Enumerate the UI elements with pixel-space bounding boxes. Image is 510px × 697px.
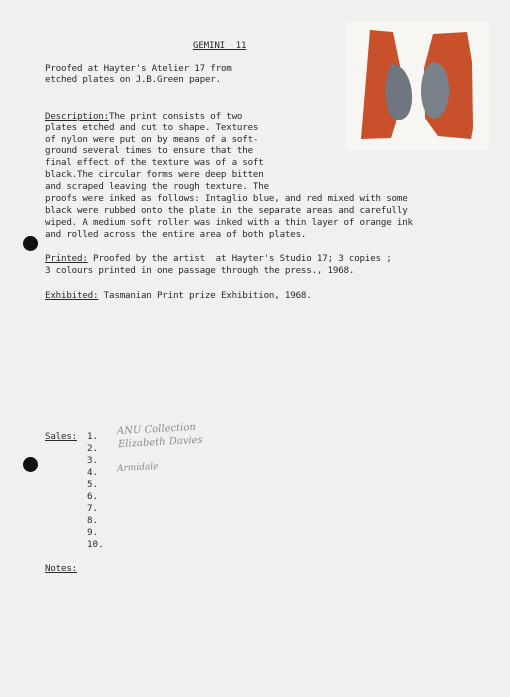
sales-label: Sales:	[45, 431, 77, 442]
description-first: The print consists of two	[108, 111, 243, 122]
handwritten-sale-2: Elizabeth Davies	[117, 434, 203, 451]
exhibited-label: Exhibited:	[45, 290, 99, 301]
left-circle	[386, 64, 412, 120]
sales-number: 4.	[87, 467, 99, 478]
printed-label: Printed:	[45, 253, 88, 264]
description-line: final effect of the texture was of a soft	[45, 157, 264, 168]
description-line: and scraped leaving the rough texture. The	[45, 181, 269, 192]
description-first-line	[45, 111, 242, 122]
sales-number: 8.	[87, 515, 99, 526]
printed-text: Proofed by the artist at Hayter's Studio 17; 3 copies ;	[87, 253, 392, 264]
notes-label: Notes:	[45, 563, 77, 574]
printed-line-2: 3 colours printed in one passage through the press., 1968.	[45, 265, 355, 276]
description-label: Description:	[45, 111, 109, 122]
description-line: plates etched and cut to shape. Textures	[45, 122, 259, 133]
description-line: and rolled across the entire area of both plates.	[45, 229, 307, 240]
description-line: black.The circular forms were deep bitten	[45, 169, 264, 180]
exhibited-line	[45, 290, 312, 301]
description-line: of nylon were put on by means of a soft-	[45, 134, 259, 145]
sales-number: 6.	[87, 491, 99, 502]
sales-number: 10.	[87, 539, 104, 550]
sales-number: 5.	[87, 479, 99, 490]
punch-hole-top	[23, 236, 38, 251]
sales-number: 9.	[87, 527, 99, 538]
description-line: ground several times to ensure that the	[45, 145, 253, 156]
proofed-line-1: Proofed at Hayter's Atelier 17 from	[45, 63, 232, 74]
description-line: wiped. A medium soft roller was inked with a thin layer of orange ink	[45, 217, 413, 228]
page-title: GEMINI 11	[193, 40, 247, 51]
description-line: proofs were inked as follows: Intaglio blue, and red mixed with some	[45, 193, 408, 204]
description-line: black were rubbed onto the plate in the separate areas and carefully	[45, 205, 408, 216]
handwritten-sale-3: Armidale	[116, 461, 159, 475]
punch-hole-bottom	[23, 457, 38, 472]
exhibited-value: Tasmanian Print prize Exhibition, 1968.	[98, 290, 312, 301]
printed-line-1	[45, 253, 392, 264]
sales-number: 3.	[87, 455, 99, 466]
sales-number: 7.	[87, 503, 99, 514]
handwritten-sale-1: ANU Collection	[116, 421, 197, 438]
sales-number: 1.	[87, 431, 99, 442]
proofed-line-2: etched plates on J.B.Green paper.	[45, 74, 221, 85]
print-photo	[345, 22, 489, 150]
sales-number: 2.	[87, 443, 99, 454]
